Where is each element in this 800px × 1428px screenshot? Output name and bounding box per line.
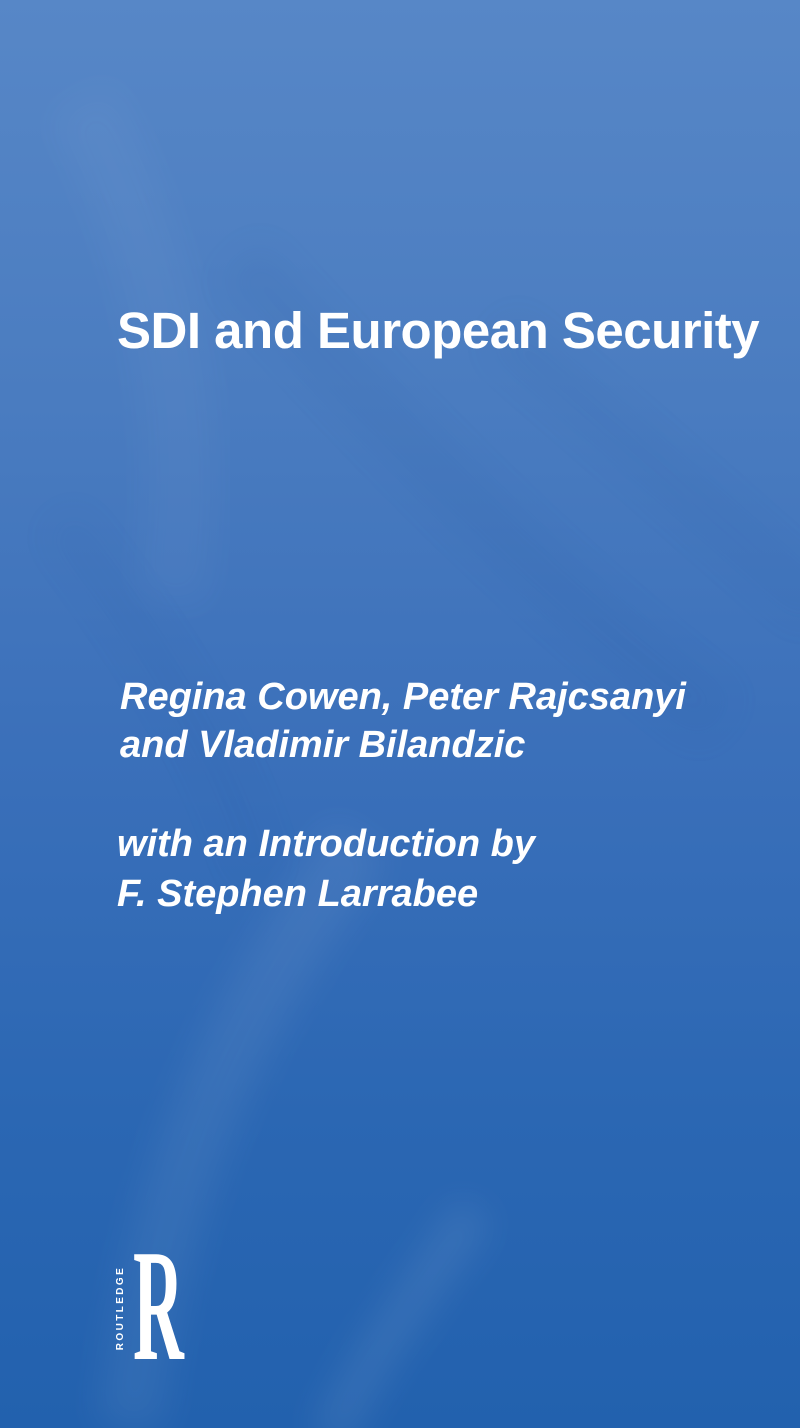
introduction-credit bbox=[117, 819, 637, 919]
routledge-logo bbox=[112, 1216, 192, 1394]
book-title: SDI and European Security bbox=[117, 302, 760, 359]
introduction-credit-line2: F. Stephen Larrabee bbox=[117, 873, 479, 915]
author-names-line1: Regina Cowen, Peter Rajcsanyi bbox=[120, 676, 686, 718]
routledge-wordmark: ROUTLEDGE bbox=[115, 1265, 126, 1351]
author-names bbox=[120, 673, 740, 769]
author-names-line2: and Vladimir Bilandzic bbox=[120, 724, 526, 766]
introduction-credit-line1: with an Introduction by bbox=[117, 823, 535, 865]
routledge-r-glyph: R bbox=[133, 1216, 184, 1394]
